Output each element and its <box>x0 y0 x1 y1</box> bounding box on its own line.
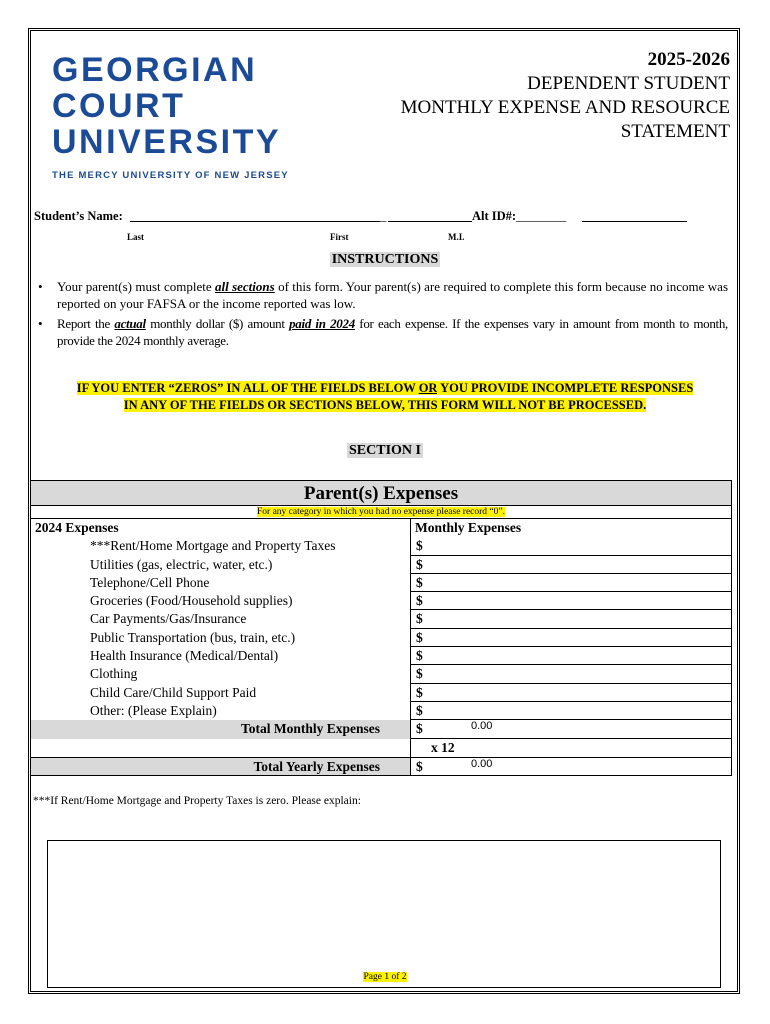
expense-label: Other: (Please Explain) <box>31 702 411 720</box>
table-row <box>31 537 731 555</box>
total-yearly-label: Total Yearly Expenses <box>31 758 411 775</box>
bullet-icon: • <box>38 316 43 331</box>
instruction-2-text-end: for each expense. If the expenses vary in amount from month to month, provide the 2024 monthly average. <box>57 316 728 348</box>
table-row <box>31 629 731 647</box>
dollar-sign: $ <box>416 593 423 609</box>
expense-amount-field[interactable] <box>411 702 731 720</box>
alt-id-field[interactable] <box>582 221 687 222</box>
expense-amount-field[interactable] <box>411 684 731 702</box>
total-monthly-value: 0.00 <box>471 720 493 733</box>
bullet-icon: • <box>38 279 43 294</box>
parent-expenses-table <box>30 480 732 776</box>
instruction-2-text-mid: monthly dollar ($) amount <box>145 316 290 331</box>
form-title <box>401 48 730 144</box>
expense-label: Public Transportation (bus, train, etc.) <box>31 629 411 647</box>
logo-tagline: THE MERCY UNIVERSITY OF NEW JERSEY <box>52 170 289 181</box>
logo-line-1: GEORGIAN <box>52 51 258 89</box>
dollar-sign: $ <box>416 556 423 572</box>
total-yearly-row <box>31 757 731 775</box>
first-name-label: First <box>330 232 349 242</box>
instruction-1-text-end: of this form. Your parent(s) are required to complete this form because no income was reported on your FAFSA or the income reported was low. <box>57 279 729 311</box>
monthly-col-header: Monthly Expenses <box>415 520 522 535</box>
expenses-table-title: Parent(s) Expenses <box>31 481 731 506</box>
table-row <box>31 610 731 628</box>
dollar-sign: $ <box>416 648 423 664</box>
logo-line-3: UNIVERSITY <box>52 123 282 161</box>
instruction-2-emphasis-actual: actual <box>114 316 146 331</box>
expense-amount-field[interactable] <box>411 629 731 647</box>
incomplete-warning <box>30 380 740 414</box>
table-row <box>31 665 731 683</box>
expense-label: Health Insurance (Medical/Dental) <box>31 647 411 665</box>
alt-id-blank: ________ <box>516 209 567 223</box>
form-year: 2025-2026 <box>647 49 730 70</box>
last-name-label: Last <box>127 232 145 242</box>
total-yearly-field <box>411 758 731 775</box>
form-title-line-3: STATEMENT <box>620 121 730 142</box>
expense-amount-field[interactable] <box>411 647 731 665</box>
expense-label: Telephone/Cell Phone <box>31 574 411 592</box>
dollar-sign: $ <box>416 629 423 645</box>
instructions-heading <box>0 252 770 268</box>
form-title-line-1: DEPENDENT STUDENT <box>527 73 730 94</box>
warning-text-end: YOU PROVIDE INCOMPLETE RESPONSES <box>437 381 694 395</box>
expense-label: Utilities (gas, electric, water, etc.) <box>31 556 411 574</box>
expense-amount-field[interactable] <box>411 556 731 574</box>
instructions-heading-text: INSTRUCTIONS <box>331 252 439 267</box>
multiplier-spacer <box>31 739 411 757</box>
university-logo <box>52 52 289 181</box>
dollar-sign: $ <box>416 611 423 627</box>
section-heading-text: SECTION I <box>349 443 421 458</box>
dollar-sign: $ <box>416 666 423 682</box>
expense-amount-field[interactable] <box>411 665 731 683</box>
expense-amount-field[interactable] <box>411 574 731 592</box>
warning-text-start: IF YOU ENTER “ZEROS” IN ALL OF THE FIELDS BELOW <box>76 381 419 395</box>
multiplier-label: x 12 <box>431 739 455 755</box>
instruction-1-emphasis: all sections <box>215 279 275 294</box>
instruction-1-text: Your parent(s) must complete <box>57 279 215 294</box>
expenses-note-text: For any category in which you had no expense please record “0”. <box>257 507 505 517</box>
instruction-item <box>38 315 728 349</box>
instruction-2-emphasis-year: paid in 2024 <box>289 316 355 331</box>
student-name-label: Student’s Name: <box>34 209 123 223</box>
form-title-line-2: MONTHLY EXPENSE AND RESOURCE <box>400 97 730 118</box>
dollar-sign: $ <box>416 538 423 554</box>
dollar-sign: $ <box>416 702 423 718</box>
page-number-text: Page 1 of 2 <box>363 972 407 982</box>
expenses-col-header: 2024 Expenses <box>31 519 411 537</box>
table-row <box>31 702 731 720</box>
middle-initial-label: M.I. <box>448 232 465 242</box>
rent-explanation-textarea[interactable] <box>47 840 721 988</box>
dollar-sign: $ <box>416 721 423 737</box>
table-row <box>31 574 731 592</box>
warning-or: OR <box>418 381 438 395</box>
table-row <box>31 556 731 574</box>
table-row <box>31 592 731 610</box>
expense-label: Child Care/Child Support Paid <box>31 684 411 702</box>
expenses-header-row <box>31 519 731 537</box>
expense-label: Clothing <box>31 665 411 683</box>
alt-id-label <box>472 209 566 224</box>
alt-id-label-text: Alt ID#: <box>472 209 517 223</box>
name-underscore: _ <box>380 209 387 223</box>
dollar-sign: $ <box>416 684 423 700</box>
student-first-mi-field[interactable] <box>388 221 472 222</box>
instruction-item <box>38 278 728 312</box>
expense-label: Groceries (Food/Household supplies) <box>31 592 411 610</box>
total-monthly-row <box>31 720 731 738</box>
warning-line-2: IN ANY OF THE FIELDS OR SECTIONS BELOW, THIS FORM WILL NOT BE PROCESSED. <box>123 398 647 412</box>
table-row <box>31 684 731 702</box>
expense-label: ***Rent/Home Mortgage and Property Taxes <box>31 537 411 555</box>
instruction-2-text: Report the <box>57 316 115 331</box>
expense-amount-field[interactable] <box>411 592 731 610</box>
expense-amount-field[interactable] <box>411 610 731 628</box>
section-heading <box>0 443 770 459</box>
multiplier-row <box>31 739 731 757</box>
expense-label: Car Payments/Gas/Insurance <box>31 610 411 628</box>
instructions-list <box>38 278 728 352</box>
logo-line-2: COURT <box>52 87 186 125</box>
dollar-sign: $ <box>416 574 423 590</box>
table-row <box>31 647 731 665</box>
total-monthly-label: Total Monthly Expenses <box>31 720 411 738</box>
total-yearly-value: 0.00 <box>471 757 493 770</box>
student-name-field[interactable] <box>130 221 380 222</box>
expenses-note <box>31 506 731 519</box>
rent-explain-note: ***If Rent/Home Mortgage and Property Taxes is zero. Please explain: <box>33 795 361 807</box>
dollar-sign: $ <box>416 758 423 774</box>
expense-amount-field[interactable] <box>411 537 731 555</box>
total-monthly-field <box>411 720 731 738</box>
page-number <box>0 972 770 982</box>
